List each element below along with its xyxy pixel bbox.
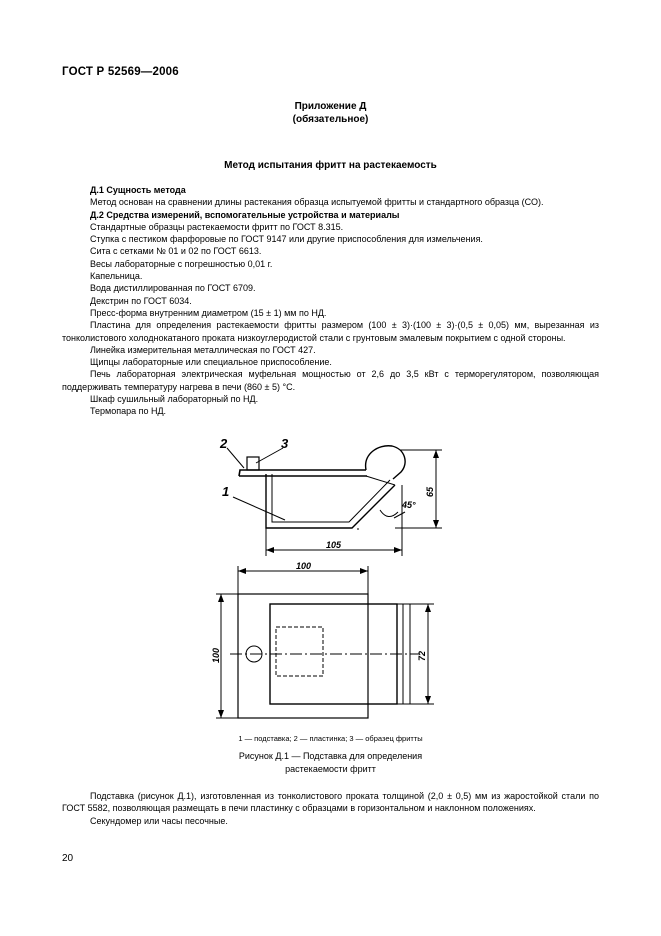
appendix-type: (обязательное) [292,114,369,125]
dim-100-top-label: 100 [296,561,312,571]
leader-1 [233,497,285,520]
paragraph: Шкаф сушильный лабораторный по НД. [90,394,259,405]
after-figure-text [62,790,599,827]
plan-plate [276,627,323,676]
stand-hook [366,446,406,479]
paragraph: Весы лабораторные с погрешностью 0,01 г. [90,258,273,269]
paragraph: Пресс-форма внутренним диаметром (15 ± 1) мм по НД. [90,307,327,318]
figure-legend: 1 — подставка; 2 — пластинка; 3 — образец фритты [238,734,423,743]
paragraph: Щипцы лабораторные или специальное приспособление. [90,357,332,368]
method-body [62,184,599,418]
document-code: ГОСТ Р 52569—2006 [62,66,179,78]
stand-body [266,474,395,528]
page-number: 20 [62,853,74,864]
figure-caption-line2: растекаемости фритт [285,763,376,774]
paragraph: Секундомер или часы песочные. [90,815,228,826]
paragraph: Ступка с пестиком фарфоровые по ГОСТ 9147 или другие приспособления для измельчения. [90,234,483,245]
dim-100-side-label: 100 [211,647,221,663]
callout-2: 2 [220,436,228,451]
figure-d1-drawing [200,432,460,732]
section-heading-d2: Д.2 Средства измерений, вспомогательные устройства и материалы [90,209,400,220]
plan-outer [238,594,368,718]
paragraph: Стандартные образцы растекаемости фритт по ГОСТ 8.315. [90,221,344,232]
paragraph: Капельница. [90,271,143,282]
dim-105-label: 105 [326,540,342,550]
dim-72-label: 72 [417,650,427,661]
paragraph: Печь лабораторная электрическая муфельная мощностью от 2,6 до 3,5 кВт с терморегулятором, позволяющая поддерживать температуру нагрева в печи (860 ± 5) °С. [62,369,599,392]
appendix-heading [0,100,661,126]
callout-1: 1 [222,484,230,499]
callout-3: 3 [281,436,289,451]
paragraph: Сита с сетками № 01 и 02 по ГОСТ 6613. [90,246,262,257]
paragraph: Пластина для определения растекаемости фритты размером (100 ± 3)·(100 ± 3)·(0,5 ± 0,05) мм, вырезанная из тонколистового холоднокатаного проката низкоуглеродистой стали с грунтовым эмалевым покрытием с одной стороны. [62,320,599,343]
leader-3 [256,448,283,463]
paragraph: Декстрин по ГОСТ 6034. [90,295,192,306]
stand-inner [272,474,390,522]
dim-65-label: 65 [425,486,435,497]
angle-arc [380,510,398,517]
dim-angle-label: 45° [402,500,416,510]
stand-top-rail [239,470,366,476]
paragraph: Вода дистиллированная по ГОСТ 6709. [90,283,256,294]
figure-caption [0,750,661,775]
leader-2 [227,448,244,468]
appendix-title: Приложение Д [294,101,367,112]
paragraph: Термопара по НД. [90,406,167,417]
paragraph: Подставка (рисунок Д.1), изготовленная из тонколистового проката толщиной (2,0 ± 0,5) мм из жаростойкой стали по ГОСТ 5582, позволяющая размещать в печи пластинку с образцами в горизонтальном и наклонном положениях. [62,791,599,814]
section-heading-d1: Д.1 Сущность метода [90,185,186,195]
method-title: Метод испытания фритт на растекаемость [224,160,437,171]
paragraph: Метод основан на сравнении длины растекания образца испытуемой фритты и стандартного образца (СО). [90,197,544,208]
paragraph: Линейка измерительная металлическая по ГОСТ 427. [90,344,316,355]
figure-caption-line1: Рисунок Д.1 — Подставка для определения [238,751,423,761]
frit-sample [247,457,259,470]
plan-view [216,566,434,718]
